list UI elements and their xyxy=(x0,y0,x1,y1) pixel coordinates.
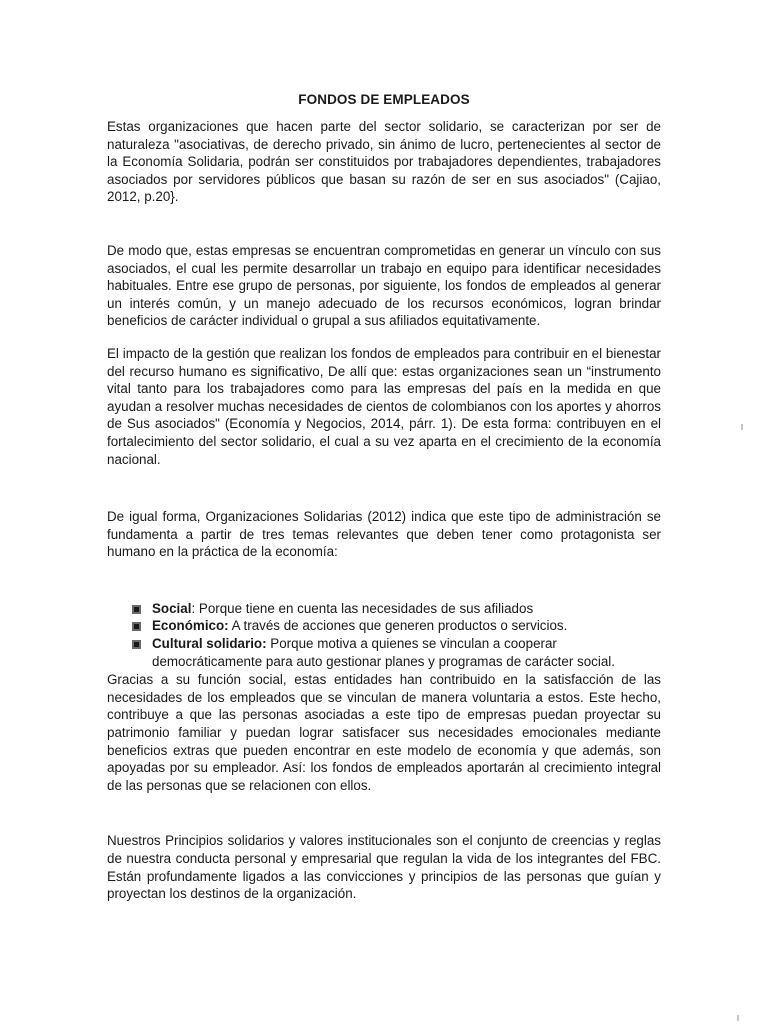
list-item xyxy=(129,617,661,635)
page-title: FONDOS DE EMPLEADOS xyxy=(298,92,470,107)
paragraph-5: Gracias a su función social, estas entidades han contribuido en la satisfacción de las necesidades de los empleados que se vinculan de manera voluntaria a estos. Este hecho, contribuye a que las personas asociadas a este tipo de empresas puedan proyectar su patrimonio familiar y puedan lograr satisfacer sus necesidades emocionales mediante beneficios extras que pueden encontrar en este modelo de economía y que además, son apoyadas por su empleador. Así: los fondos de empleados aportarán al crecimiento integral de las personas que se relacionen con ellos. xyxy=(107,672,661,793)
square-bullet-icon xyxy=(132,640,141,649)
paragraph-4: De igual forma, Organizaciones Solidarias (2012) indica que este tipo de administración se fundamenta a partir de tres temas relevantes que deben tener como protagonista ser humano en la práctica de la economía: xyxy=(107,509,661,560)
bullet-list xyxy=(107,600,661,670)
bullet-term: Social xyxy=(152,600,192,616)
bullet-text: A través de acciones que generen productos o servicios. xyxy=(228,618,568,634)
paragraph-6: Nuestros Principios solidarios y valores institucionales son el conjunto de creencias y reglas de nuestra conducta personal y empresarial que regulan la vida de los integrantes del FBC. Están profundamente ligados a las convicciones y principios de las personas que guían y proyectan los destinos de la organización. xyxy=(107,833,661,902)
bullet-text: Porque motiva a quienes se vinculan a cooperar democráticamente para auto gestionar planes y programas de carácter social. xyxy=(152,636,615,669)
bullet-term: Económico: xyxy=(152,618,229,634)
list-item xyxy=(129,600,661,618)
paragraph-3: El impacto de la gestión que realizan los fondos de empleados para contribuir en el bienestar del recurso humano es significativo, De allí que: estas organizaciones sean un “instrumento vital tanto para los trabajadores como para las empresas del país en la medida en que ayudan a resolver muchas necesidades de cientos de colombianos con los aportes y ahorros de Sus asociados" (Economía y Negocios, 2014, párr. 1). De esta forma: contribuyen en el fortalecimiento del sector solidario, el cual a su vez aparta en el crecimiento de la economía nacional. xyxy=(107,345,661,467)
paragraph-2: De modo que, estas empresas se encuentran comprometidas en generar un vínculo con sus asociados, el cual les permite desarrollar un trabajo en equipo para identificar necesidades habituales. Entre ese grupo de personas, por siguiente, los fondos de empleados al generar un interés común, y un manejo adecuado de los recursos económicos, logran brindar beneficios de carácter individual o grupal a sus afiliados equitativamente. xyxy=(107,242,661,329)
list-item xyxy=(129,635,661,670)
bullet-term: Cultural solidario: xyxy=(152,636,267,652)
square-bullet-icon xyxy=(132,605,141,614)
bullet-text: : Porque tiene en cuenta las necesidades de sus afiliados xyxy=(191,600,534,616)
margin-mark xyxy=(741,424,743,430)
margin-mark xyxy=(737,1015,739,1021)
paragraph-1: Estas organizaciones que hacen parte del sector solidario, se caracterizan por ser de naturaleza "asociativas, de derecho privado, sin ánimo de lucro, pertenecientes al sector de la Economía Solidaria, podrán ser constituidos por trabajadores dependientes, trabajadores asociados por servidores públicos que basan su razón de ser en sus asociados" (Cajiao, 2012, p.20}. xyxy=(107,119,661,205)
document-page xyxy=(107,92,661,903)
square-bullet-icon xyxy=(132,622,141,631)
